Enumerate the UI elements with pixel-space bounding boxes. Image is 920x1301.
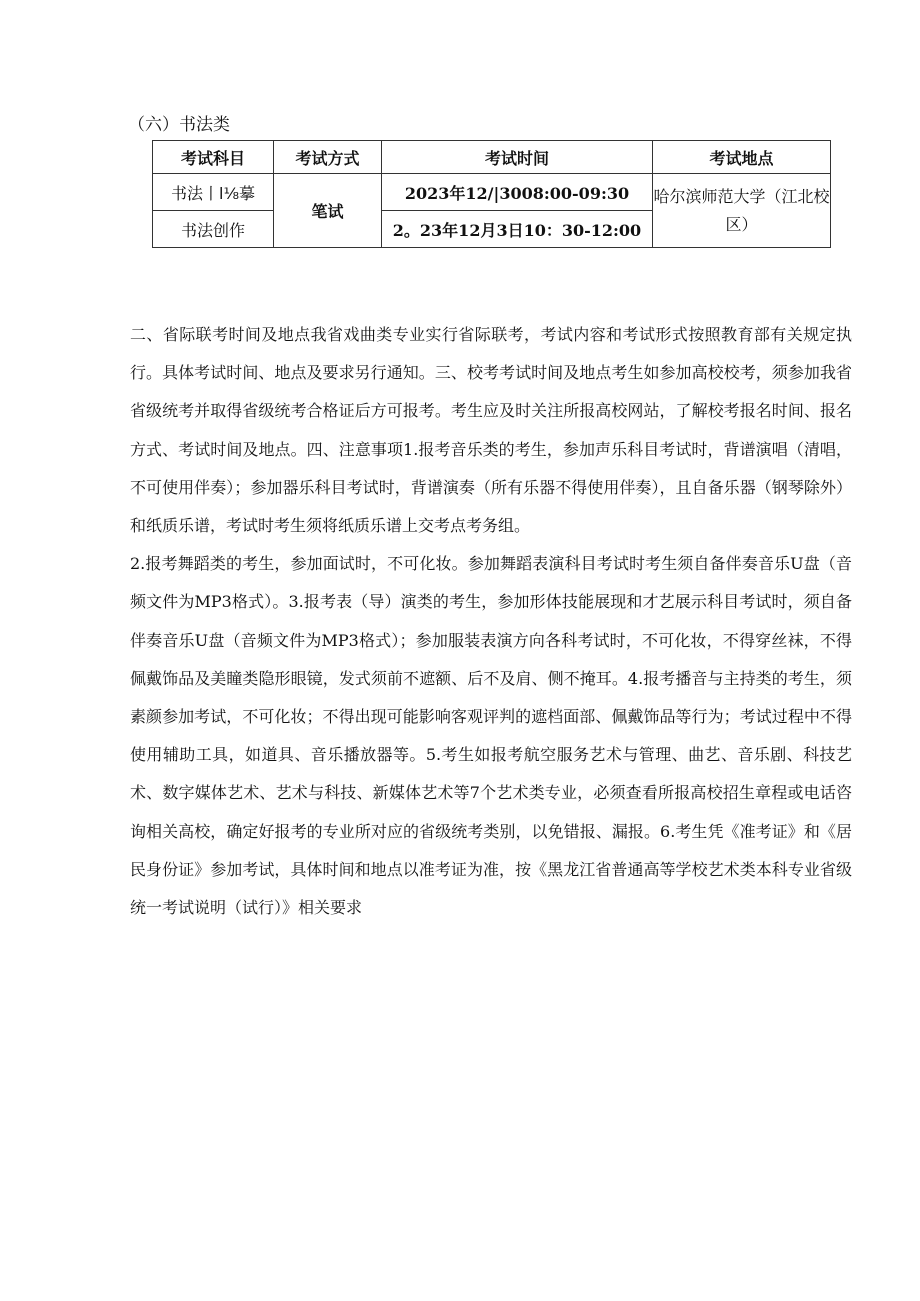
exam-schedule-table — [152, 140, 831, 248]
cell-time-1: 2023年12/|3008:00-09:30 — [382, 174, 653, 211]
cell-subject-2: 书法创作 — [153, 211, 274, 248]
cell-subject-1: 书法丨l⅛摹 — [153, 174, 274, 211]
header-location: 考试地点 — [653, 141, 831, 174]
table-header-row — [153, 141, 831, 174]
paragraph-1: 二、省际联考时间及地点我省戏曲类专业实行省际联考，考试内容和考试形式按照教育部有关规定执行。具体考试时间、地点及要求另行通知。三、校考考试时间及地点考生如参加高校校考，须参加我省省级统考并取得省级统考合格证后方可报考。考生应及时关注所报高校网站，了解校考报名时间、报名方式、考试时间及地点。四、注意事项1.报考音乐类的考生，参加声乐科目考试时，背谱演唱（清唱，不可使用伴奏）；参加器乐科目考试时，背谱演奏（所有乐器不得使用伴奏），且自备乐器（钢琴除外）和纸质乐谱，考试时考生须将纸质乐谱上交考点考务组。 — [130, 325, 852, 536]
section-title: （六）书法类 — [128, 115, 230, 135]
table-row — [153, 174, 831, 211]
cell-location: 哈尔滨师范大学（江北校区） — [653, 174, 831, 248]
header-method: 考试方式 — [274, 141, 382, 174]
body-text — [130, 316, 852, 927]
cell-time-2: 2。23年12月3日10：30-12:00 — [382, 211, 653, 248]
paragraph-2: 2.报考舞蹈类的考生，参加面试时，不可化妆。参加舞蹈表演科目考试时考生须自备伴奏音乐U盘（音频文件为MP3格式）。3.报考表（导）演类的考生，参加形体技能展现和才艺展示科目考试时，须自备伴奏音乐U盘（音频文件为MP3格式）；参加服装表演方向各科考试时，不可化妆，不得穿丝袜，不得佩戴饰品及美瞳类隐形眼镜，发式须前不遮额、后不及肩、侧不掩耳。4.报考播音与主持类的考生，须素颜参加考试，不可化妆；不得出现可能影响客观评判的遮档面部、佩戴饰品等行为；考试过程中不得使用辅助工具，如道具、音乐播放器等。5.考生如报考航空服务艺术与管理、曲艺、音乐剧、科技艺术、数字媒体艺术、艺术与科技、新媒体艺术等7个艺术类专业，必须查看所报高校招生章程或电话咨询相关高校，确定好报考的专业所对应的省级统考类别，以免错报、漏报。6.考生凭《准考证》和《居民身份证》参加考试，具体时间和地点以准考证为准，按《黑龙江省普通高等学校艺术类本科专业省级统一考试说明（试行）》相关要求 — [130, 554, 852, 918]
cell-method: 笔试 — [274, 174, 382, 248]
header-subject: 考试科目 — [153, 141, 274, 174]
header-time: 考试时间 — [382, 141, 653, 174]
